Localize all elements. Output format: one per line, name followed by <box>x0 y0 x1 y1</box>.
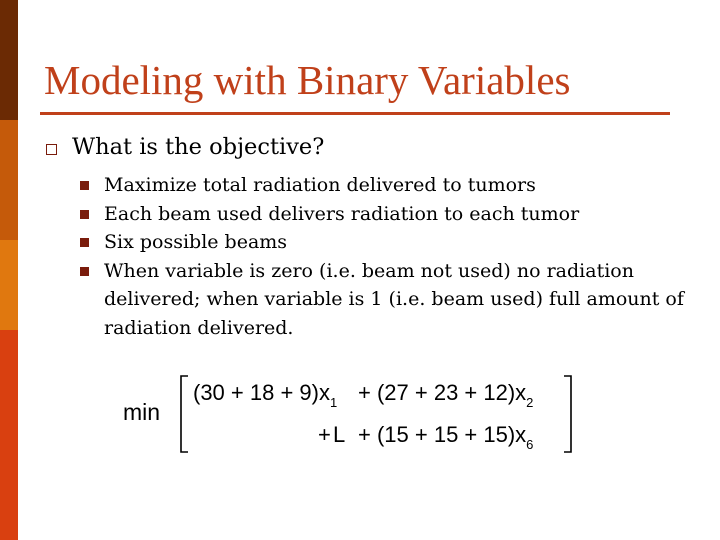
list-item-text: When variable is zero (i.e. beam not used) no radiation delivered; when variable is 1 (i.e. beam used) full amount of radiation delivered. <box>104 259 684 339</box>
formula-plus: + <box>318 422 331 447</box>
left-bracket <box>181 376 188 452</box>
filled-square-icon <box>80 210 89 219</box>
formula-term-6: + $(15 + 15 + 15)x_6$ <box>358 422 534 452</box>
list-item-text: Each beam used delivers radiation to each tumor <box>104 202 580 225</box>
list-item <box>80 171 690 200</box>
hollow-square-icon <box>46 144 57 155</box>
sidebar-stripe <box>0 0 18 540</box>
formula-operator: min <box>123 399 161 425</box>
sidebar-segment-4 <box>0 330 18 540</box>
slide-title: Modeling with Binary Variables <box>44 57 571 103</box>
sidebar-segment-1 <box>0 0 18 120</box>
list-item <box>80 228 690 257</box>
right-bracket <box>564 376 571 452</box>
objective-formula <box>118 366 588 456</box>
title-underline <box>40 112 670 115</box>
filled-square-icon <box>80 238 89 247</box>
list-item-text: Maximize total radiation delivered to tumors <box>104 174 536 196</box>
formula-ellipsis: L <box>333 422 346 447</box>
question-text: What is the objective? <box>72 134 325 160</box>
filled-square-icon <box>80 181 89 190</box>
formula-term-2: + $(27 + 23 + 12)x_2$ <box>358 380 534 410</box>
filled-square-icon <box>80 267 89 276</box>
list-item <box>80 200 690 229</box>
formula-term-1: $(30 + 18 + 9)x_1$ <box>193 380 338 410</box>
list-item <box>80 257 690 343</box>
sidebar-segment-3 <box>0 240 18 330</box>
list-item-text: Six possible beams <box>104 231 288 253</box>
sub-bullet-list <box>80 171 690 342</box>
sidebar-segment-2 <box>0 120 18 240</box>
